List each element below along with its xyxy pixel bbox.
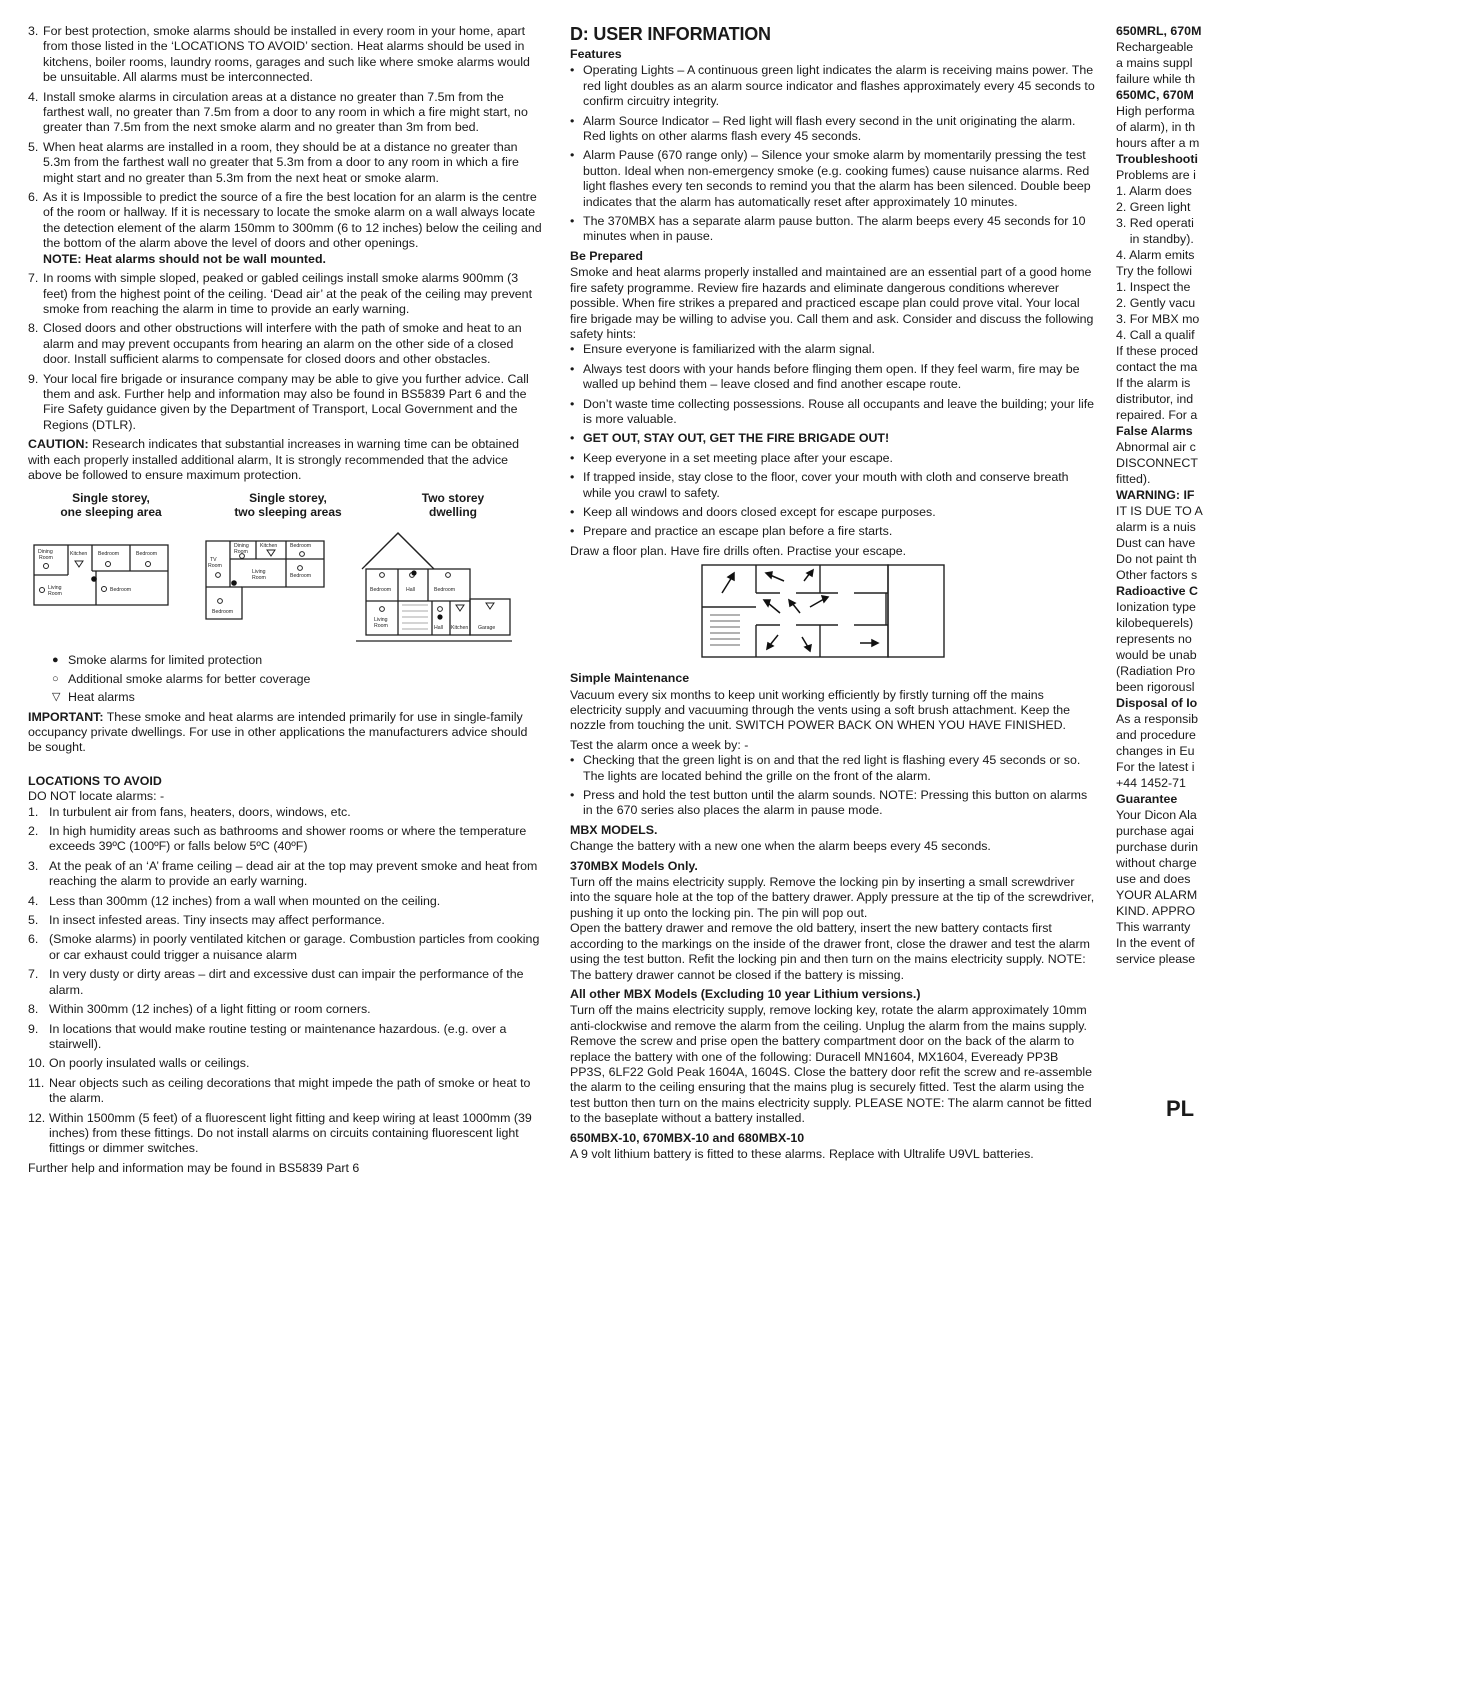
- item-number: 6.: [28, 190, 39, 205]
- feature-text: Alarm Source Indicator – Red light will flash every second in the unit originating the alarm. Red lights on other alarms flash every 45 seconds.: [583, 113, 1076, 144]
- other-mbx-heading: All other MBX Models (Excluding 10 year Lithium versions.): [570, 986, 921, 1001]
- bullet: •: [570, 214, 575, 229]
- diagram-3-title-line2: dwelling: [429, 505, 477, 520]
- location-number: 4.: [28, 893, 39, 908]
- single-storey-one-area-plan: [32, 543, 172, 609]
- column-3-line: 4. Call a qualif: [1116, 328, 1195, 342]
- label-kitchen-2: Kitchen: [260, 543, 278, 550]
- item-body: Closed doors and other obstructions will interfere with the path of smoke and heat to an alarm and may prevent occupants from hearing an alarm on the other side of a closed door. Install sufficient alarms to compensate for closed doors and other obstacles.: [43, 321, 522, 367]
- be-prepared-heading: Be Prepared: [570, 248, 644, 263]
- location-item: [28, 824, 543, 855]
- label-bedroom-4: Bedroom: [290, 543, 312, 550]
- heat-alarm-note: NOTE: Heat alarms should not be wall mounted.: [43, 251, 326, 266]
- label-tv-room: Room: [208, 563, 222, 570]
- safety-hint: [570, 524, 1095, 539]
- placement-item: [28, 271, 543, 317]
- bullet: •: [570, 431, 575, 446]
- item-body: In rooms with simple sloped, peaked or gabled ceilings install smoke alarms 900mm (3 feet) from the highest point of the ceiling. ‘Dead air’ at the peak of the ceiling may prevent smoke from reaching the alarm in time to provide an early warning.: [43, 271, 533, 316]
- item-number: 7.: [28, 271, 39, 286]
- column-3-line: YOUR ALARM: [1116, 888, 1198, 902]
- label-dining-2: Dining: [234, 543, 249, 550]
- location-number: 3.: [28, 858, 39, 873]
- placement-item: [28, 140, 543, 186]
- column-3-line: (Radiation Pro: [1116, 664, 1196, 678]
- features-list: [570, 63, 1095, 244]
- 370mbx-text-1: Turn off the mains electricity supply. Remove the locking pin by inserting a small screwdriver into the square hole at the top of the battery drawer. Apply pressure at the tip of the screwdriver, pushing it up onto the locking pin. The pin will pop out.: [570, 875, 1095, 920]
- column-3-line: Rechargeable: [1116, 40, 1194, 54]
- location-item: [28, 859, 543, 890]
- label-bedroom-6: Bedroom: [212, 609, 234, 616]
- location-number: 10.: [28, 1056, 46, 1071]
- safety-hints-list: [570, 342, 1095, 539]
- label-dining-room: Room: [39, 555, 53, 562]
- 650mbx-10-heading: 650MBX-10, 670MBX-10 and 680MBX-10: [570, 1130, 805, 1145]
- column-3-line: of alarm), in th: [1116, 120, 1196, 134]
- column-3-line: If these proced: [1116, 344, 1198, 358]
- locations-intro: DO NOT locate alarms: -: [28, 789, 165, 804]
- location-text: In insect infested areas. Tiny insects may affect performance.: [49, 913, 385, 928]
- label-living-room: Room: [48, 591, 62, 598]
- other-mbx-text: Turn off the mains electricity supply, remove locking key, rotate the alarm approximately 10mm anti-clockwise and remove the alarm from the ceiling. Unplug the alarm from the mains supply. Remove the screw and prise open the battery compartment door on the back of the alarm to replace the battery with one of the following: Duracell MN1604, MX1604, Eveready PP3B PP3S, 6LF22 Gold Peak 1604A, 1604S. Close the battery door refit the screw and re-assemble the alarm to the ceiling ensuring that the mains plug is securely fitted. Test the alarm using the test button then turn on the mains electricity supply. PLEASE NOTE: The alarm cannot be fitted to the baseplate without a battery installed.: [570, 1003, 1093, 1126]
- column-3-line: 1. Inspect the: [1116, 280, 1191, 294]
- label-garage: Garage: [478, 625, 496, 632]
- column-3-line: False Alarms: [1116, 424, 1193, 438]
- location-number: 12.: [28, 1110, 46, 1125]
- feature-item: [570, 214, 1095, 245]
- legend-label: Smoke alarms for limited protection: [68, 653, 263, 668]
- diagram-legend: [52, 653, 543, 705]
- placement-item: [28, 190, 543, 267]
- locations-to-avoid-heading: LOCATIONS TO AVOID: [28, 773, 162, 788]
- column-3-line: in standby).: [1116, 232, 1194, 246]
- placement-item: [28, 24, 543, 86]
- mbx-models-heading: MBX MODELS.: [570, 822, 658, 837]
- column-3-line: contact the ma: [1116, 360, 1198, 374]
- item-text: [43, 321, 543, 367]
- two-storey-dwelling-section: [354, 525, 514, 643]
- column-3-line: Your Dicon Ala: [1116, 808, 1197, 822]
- item-body: Your local fire brigade or insurance company may be able to give you further advice. Call them and ask. Further help and information may also be found in BS5839 Part 6 and the Fire Safety guidance given by the Department of Transport, Local Government and the Regions (DTLR).: [43, 371, 529, 432]
- locations-list: [28, 805, 543, 1157]
- safety-hint: [570, 362, 1095, 393]
- column-3-line: For the latest i: [1116, 760, 1195, 774]
- location-number: 7.: [28, 967, 39, 982]
- bullet: •: [570, 113, 575, 128]
- feature-text: Alarm Pause (670 range only) – Silence your smoke alarm by momentarily pressing the test button. Ideal when non-emergency smoke (e.g. cooking fumes) cause nuisance alarms. Red light flashes every ten seconds to remind you that the alarm has been silenced. Double beep indicates that the alarm has automatically reset after approximately 10 minutes.: [583, 148, 1091, 209]
- column-3-line: 650MC, 670M: [1116, 88, 1194, 102]
- legend-symbol: ▽: [52, 691, 61, 704]
- location-text: At the peak of an ‘A’ frame ceiling – dead air at the top may prevent smoke and heat from reaching the alarm to provide an early warning.: [49, 858, 538, 889]
- placement-item: [28, 90, 543, 136]
- safety-hint: [570, 342, 1095, 357]
- location-text: (Smoke alarms) in poorly ventilated kitchen or garage. Combustion particles from cooking or car exhaust could trigger a nuisance alarm: [49, 932, 540, 962]
- test-step: [570, 788, 1095, 819]
- column-1: [28, 24, 543, 1180]
- label-hall-1: Hall: [406, 587, 415, 594]
- safety-hint: [570, 451, 1095, 466]
- location-item: [28, 1002, 543, 1017]
- column-3-line: Troubleshooti: [1116, 152, 1198, 166]
- column-3-line: 4. Alarm emits: [1116, 248, 1195, 262]
- bullet: •: [570, 396, 575, 411]
- mbx-text: Change the battery with a new one when the alarm beeps every 45 seconds.: [570, 839, 991, 854]
- location-number: 2.: [28, 824, 39, 839]
- bullet: •: [570, 470, 575, 485]
- escape-floor-plan: [700, 563, 950, 661]
- column-3-line: purchase agai: [1116, 824, 1194, 838]
- label-living: Living: [48, 585, 62, 592]
- column-3-line: 650MRL, 670M: [1116, 24, 1202, 38]
- feature-item: [570, 114, 1095, 145]
- column-3-line: Problems are i: [1116, 168, 1196, 182]
- legend-symbol: ○: [52, 672, 59, 685]
- label-bedroom-7: Bedroom: [370, 587, 392, 594]
- column-3-line: 1. Alarm does: [1116, 184, 1192, 198]
- bullet: •: [570, 148, 575, 163]
- safety-hint: [570, 505, 1095, 520]
- user-information-heading: D: USER INFORMATION: [570, 24, 771, 44]
- legend-item: [52, 672, 543, 687]
- location-item: [28, 932, 543, 963]
- important-paragraph: [28, 710, 543, 756]
- bullet: •: [570, 63, 575, 78]
- label-dining-room-2: Room: [234, 549, 248, 556]
- legend-label: Heat alarms: [68, 690, 135, 705]
- label-tv: TV: [210, 557, 217, 564]
- label-kitchen-3: Kitchen: [451, 625, 469, 632]
- column-3-line: This warranty: [1116, 920, 1191, 934]
- item-body: Install smoke alarms in circulation areas at a distance no greater than 7.5m from the farthest wall, no greater than 7.5m from a door to any room in which a fire might start, no greater than 7.5m from the next smoke alarm and no greater than 3m from bed.: [43, 89, 528, 135]
- column-3-line: Abnormal air c: [1116, 440, 1196, 454]
- item-text: [43, 140, 543, 186]
- location-text: Less than 300mm (12 inches) from a wall when mounted on the ceiling.: [49, 893, 441, 908]
- safety-hint-text: Prepare and practice an escape plan before a fire starts.: [583, 524, 893, 539]
- location-item: [28, 967, 543, 998]
- location-item: [28, 1111, 543, 1157]
- column-3-line: +44 1452-71: [1116, 776, 1186, 790]
- item-number: 9.: [28, 371, 39, 386]
- column-3-line: IT IS DUE TO A: [1116, 504, 1203, 518]
- column-3-line: Radioactive C: [1116, 584, 1198, 598]
- column-3-line: use and does: [1116, 872, 1191, 886]
- important-text: These smoke and heat alarms are intended primarily for use in single-family occupancy private dwellings. For use in other applications the manufacturers advice should be sought.: [28, 709, 528, 755]
- label-living-3: Living: [374, 617, 388, 624]
- diagram-1-title-line1: Single storey,: [72, 491, 150, 506]
- column-3-line: failure while th: [1116, 72, 1196, 86]
- location-text: Within 1500mm (5 feet) of a fluorescent light fitting and keep wiring at least 1000mm (39 inches) from these fittings. Do not install alarms on circuits containing fluorescent light fittings or dimmer switches.: [49, 1110, 532, 1156]
- location-item: [28, 894, 543, 909]
- item-text: [43, 190, 543, 267]
- column-3-line: a mains suppl: [1116, 56, 1193, 70]
- location-item: [28, 805, 543, 820]
- legend-label: Additional smoke alarms for better coverage: [68, 671, 311, 686]
- column-3-line: would be unab: [1116, 648, 1197, 662]
- location-item: [28, 1022, 543, 1053]
- safety-hint-text: Keep everyone in a set meeting place after your escape.: [583, 450, 893, 465]
- item-text: [43, 271, 543, 317]
- location-text: Within 300mm (12 inches) of a light fitting or room corners.: [49, 1002, 371, 1017]
- location-number: 6.: [28, 932, 39, 947]
- column-3-line: DISCONNECT: [1116, 456, 1198, 470]
- 650mbx-10-text: A 9 volt lithium battery is fitted to these alarms. Replace with Ultralife U9VL batteries.: [570, 1146, 1034, 1161]
- column-3-line: 3. For MBX mo: [1116, 312, 1200, 326]
- label-living-room-2: Room: [252, 575, 266, 582]
- safety-hint: [570, 431, 1095, 446]
- item-body: As it is Impossible to predict the source of a fire the best location for an alarm is the centre of the room or hallway. If it is necessary to locate the smoke alarm on a wall always locate the detection element of the alarm 150mm to 300mm (6 to 12 inches) below the ceiling and the bottom of the alarm above the level of doors and other openings.: [43, 190, 542, 251]
- location-item: [28, 1076, 543, 1107]
- column-3-line: High performa: [1116, 104, 1195, 118]
- label-bedroom-2: Bedroom: [136, 551, 158, 558]
- column-3-line: been rigorousl: [1116, 680, 1195, 694]
- column-3-lines: [1116, 24, 1476, 967]
- column-3-line: hours after a m: [1116, 136, 1200, 150]
- safety-hint: [570, 470, 1095, 501]
- corner-text: PL: [1166, 1096, 1195, 1121]
- column-3-line: Other factors s: [1116, 568, 1198, 582]
- column-3-line: distributor, ind: [1116, 392, 1194, 406]
- placement-list: [28, 24, 543, 433]
- location-text: In high humidity areas such as bathrooms and shower rooms or where the temperature exceeds 39ºC (100ºF) or falls below 5ºC (40ºF): [49, 824, 527, 854]
- item-number: 5.: [28, 139, 39, 154]
- column-3-line: Do not paint th: [1116, 552, 1197, 566]
- placement-diagrams: [28, 489, 543, 649]
- test-steps-list: [570, 753, 1095, 819]
- safety-hint-text: Always test doors with your hands before flinging them open. If they feel warm, fire may be walled up behind them – leave closed and find another escape route.: [583, 361, 1080, 392]
- column-3-line: Guarantee: [1116, 792, 1178, 806]
- 370mbx-heading: 370MBX Models Only.: [570, 858, 698, 873]
- column-3-line: alarm is a nuis: [1116, 520, 1196, 534]
- floorplan-text: Draw a floor plan. Have fire drills often. Practise your escape.: [570, 543, 907, 558]
- column-3-line: and procedure: [1116, 728, 1196, 742]
- location-item: [28, 913, 543, 928]
- column-3-line: fitted).: [1116, 472, 1151, 486]
- column-3-line: Ionization type: [1116, 600, 1196, 614]
- diagram-1-title: [36, 491, 186, 519]
- diagram-3-title: [388, 491, 518, 519]
- test-step: [570, 753, 1095, 784]
- bullet: •: [570, 450, 575, 465]
- column-3-line: changes in Eu: [1116, 744, 1195, 758]
- feature-item: [570, 148, 1095, 210]
- location-number: 1.: [28, 804, 39, 819]
- safety-hint-text: GET OUT, STAY OUT, GET THE FIRE BRIGADE OUT!: [583, 431, 890, 446]
- label-bedroom-1: Bedroom: [98, 551, 120, 558]
- item-body: When heat alarms are installed in a room, they should be at a distance no greater than 5.3m from the farthest wall no greater that 5.3m from a door to any room in which a fire might start and no greater than 5.3m from the next heat or smoke alarm.: [43, 139, 519, 185]
- placement-item: [28, 321, 543, 367]
- column-3-line: If the alarm is: [1116, 376, 1191, 390]
- item-number: 3.: [28, 24, 39, 38]
- maintenance-text: Vacuum every six months to keep unit working efficiently by firstly turning off the mains electricity supply and vacuuming through the vents using a soft brush attachment. Keep the nozzle from touching the unit. SWITCH POWER BACK ON WHEN YOU HAVE FINISHED.: [570, 687, 1071, 733]
- label-living-room-3: Room: [374, 623, 388, 630]
- column-3-line: 2. Gently vacu: [1116, 296, 1196, 310]
- label-kitchen: Kitchen: [70, 551, 88, 558]
- safety-hint-text: Ensure everyone is familiarized with the alarm signal.: [583, 342, 875, 357]
- column-3-line: 3. Red operati: [1116, 216, 1194, 230]
- bullet: •: [570, 361, 575, 376]
- location-item: [28, 1056, 543, 1071]
- bullet: •: [570, 788, 575, 803]
- location-text: On poorly insulated walls or ceilings.: [49, 1056, 250, 1071]
- feature-item: [570, 63, 1095, 109]
- label-bedroom-5: Bedroom: [290, 573, 312, 580]
- location-number: 5.: [28, 913, 39, 928]
- column-3-line: In the event of: [1116, 936, 1195, 950]
- further-help: Further help and information may be found in BS5839 Part 6: [28, 1160, 360, 1175]
- label-bedroom-8: Bedroom: [434, 587, 456, 594]
- location-text: In very dusty or dirty areas – dirt and excessive dust can impair the performance of the alarm.: [49, 967, 524, 997]
- column-2: [570, 24, 1095, 1166]
- bullet: •: [570, 753, 575, 768]
- column-3-line: As a responsib: [1116, 712, 1198, 726]
- important-label: IMPORTANT:: [28, 709, 104, 724]
- item-body: For best protection, smoke alarms should be installed in every room in your home, apart from those listed in the ‘LOCATIONS TO AVOID’ section. Heat alarms should be used in kitchens, boiler rooms, laundry rooms, garages and such like where smoke alarms would be unsuitable. All alarms must be interconnected.: [43, 24, 530, 85]
- label-living-2: Living: [252, 569, 266, 576]
- single-storey-two-area-plan: [204, 539, 328, 623]
- label-bedroom-3: Bedroom: [110, 587, 132, 594]
- column-3-line: without charge: [1116, 856, 1197, 870]
- bullet: •: [570, 524, 575, 539]
- location-number: 9.: [28, 1021, 39, 1036]
- item-text: [43, 372, 543, 434]
- bullet: •: [570, 342, 575, 357]
- location-number: 11.: [28, 1075, 45, 1090]
- label-dining: Dining: [38, 549, 53, 556]
- simple-maintenance-heading: Simple Maintenance: [570, 671, 690, 686]
- column-3-line: represents no: [1116, 632, 1192, 646]
- diagram-2-title-line2: two sleeping areas: [234, 505, 342, 520]
- caution-label: CAUTION:: [28, 437, 89, 452]
- column-3-line: Disposal of Io: [1116, 696, 1198, 710]
- diagram-2-title: [213, 491, 363, 519]
- legend-item: [52, 653, 543, 668]
- test-step-text: Press and hold the test button until the alarm sounds. NOTE: Pressing this button on alarms in the 670 series also places the alarm in pause mode.: [583, 788, 1088, 818]
- be-prepared-text: Smoke and heat alarms properly installed and maintained are an essential part of a good home fire safety programme. Review fire hazards and eliminate dangerous conditions wherever possible. When fire strikes a prepared and practiced escape plan could prove vital. Your local fire brigade may be willing to advise you. Call them and ask. Consider and discuss the following safety hints:: [570, 265, 1094, 341]
- test-step-text: Checking that the green light is on and that the red light is flashing every 45 seconds or so. The lights are located behind the grille on the front of the alarm.: [583, 753, 1081, 783]
- item-text: [43, 24, 543, 86]
- location-text: Near objects such as ceiling decorations that might impede the path of smoke or heat to the alarm.: [49, 1075, 531, 1106]
- location-text: In turbulent air from fans, heaters, doors, windows, etc.: [49, 804, 351, 819]
- legend-item: [52, 690, 543, 705]
- item-text: [43, 90, 543, 136]
- column-3-line: 2. Green light: [1116, 200, 1191, 214]
- location-number: 8.: [28, 1002, 39, 1017]
- diagram-3-title-line1: Two storey: [421, 491, 485, 506]
- placement-item: [28, 372, 543, 434]
- feature-text: The 370MBX has a separate alarm pause button. The alarm beeps every 45 seconds for 10 minutes when in pause.: [583, 214, 1086, 244]
- column-3-line: purchase durin: [1116, 840, 1198, 854]
- safety-hint-text: Keep all windows and doors closed except for escape purposes.: [583, 504, 936, 519]
- column-3-line: kilobequerels): [1116, 616, 1194, 630]
- features-heading: Features: [570, 47, 622, 61]
- column-3-line: Try the followi: [1116, 264, 1192, 278]
- 370mbx-text-2: Open the battery drawer and remove the old battery, insert the new battery contacts first according to the markings on the inside of the drawer front, close the drawer and test the alarm using the test button. Refit the locking pin and then turn on the mains electricity supply. NOTE: The battery drawer cannot be closed if the battery is missing.: [570, 921, 1090, 982]
- diagram-1-title-line2: one sleeping area: [60, 505, 162, 520]
- column-3-line: KIND. APPRO: [1116, 904, 1196, 918]
- caution-text: Research indicates that substantial increases in warning time can be obtained with each properly installed additional alarm, It is strongly recommended that the advice above be followed to ensure maximum protection.: [28, 437, 520, 482]
- column-3-line: WARNING: IF: [1116, 488, 1195, 502]
- safety-hint-text: Don’t waste time collecting possessions. Rouse all occupants and leave the building; your life is more valuable.: [583, 396, 1095, 426]
- diagram-2-title-line1: Single storey,: [249, 491, 327, 506]
- column-3-line: Dust can have: [1116, 536, 1196, 550]
- safety-hint-text: If trapped inside, stay close to the floor, cover your mouth with cloth and conserve breath while you crawl to safety.: [583, 470, 1069, 500]
- column-3-line: service please: [1116, 952, 1196, 966]
- label-hall-2: Hall: [434, 625, 443, 632]
- caution-paragraph: [28, 437, 543, 483]
- location-text: In locations that would make routine testing or maintenance hazardous. (e.g. over a stairwell).: [49, 1021, 507, 1051]
- legend-symbol: ●: [52, 654, 59, 667]
- feature-text: Operating Lights – A continuous green light indicates the alarm is receiving mains power. The red light doubles as an alarm source indicator and flashes approximately every 45 seconds to confirm circuitry integrity.: [583, 63, 1095, 109]
- column-3-cropped: [1116, 24, 1203, 968]
- safety-hint: [570, 397, 1095, 428]
- item-number: 8.: [28, 321, 39, 336]
- item-number: 4.: [28, 89, 39, 104]
- column-3-line: repaired. For a: [1116, 408, 1198, 422]
- bullet: •: [570, 504, 575, 519]
- test-intro: Test the alarm once a week by: -: [570, 737, 749, 752]
